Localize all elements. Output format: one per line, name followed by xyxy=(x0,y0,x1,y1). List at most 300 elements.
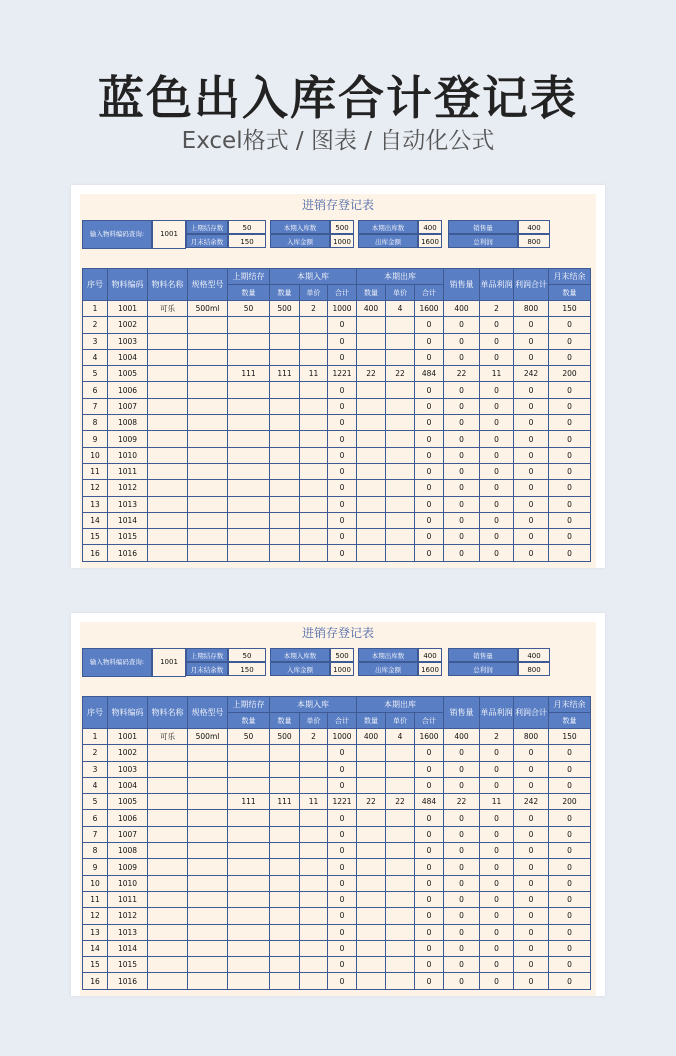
table-cell[interactable]: 0 xyxy=(328,463,357,479)
table-cell[interactable]: 5 xyxy=(83,794,108,810)
table-cell[interactable] xyxy=(270,431,300,447)
table-cell[interactable]: 0 xyxy=(444,415,480,431)
table-cell[interactable] xyxy=(386,496,415,512)
table-cell[interactable]: 0 xyxy=(415,859,444,875)
table-cell[interactable] xyxy=(148,512,188,528)
table-cell[interactable]: 0 xyxy=(549,333,591,349)
table-cell[interactable]: 3 xyxy=(83,333,108,349)
table-cell[interactable]: 16 xyxy=(83,973,108,989)
table-cell[interactable] xyxy=(270,398,300,414)
table-cell[interactable] xyxy=(270,415,300,431)
table-cell[interactable]: 0 xyxy=(549,973,591,989)
table-cell[interactable]: 15 xyxy=(83,957,108,973)
table-cell[interactable] xyxy=(148,761,188,777)
table-cell[interactable]: 1012 xyxy=(108,908,148,924)
table-cell[interactable]: 0 xyxy=(444,463,480,479)
table-cell[interactable]: 0 xyxy=(480,777,514,793)
table-cell[interactable] xyxy=(148,973,188,989)
table-cell[interactable]: 0 xyxy=(328,415,357,431)
table-cell[interactable]: 14 xyxy=(83,512,108,528)
table-cell[interactable] xyxy=(148,447,188,463)
table-cell[interactable]: 0 xyxy=(480,415,514,431)
table-cell[interactable] xyxy=(357,810,386,826)
table-cell[interactable] xyxy=(188,957,228,973)
table-cell[interactable]: 1010 xyxy=(108,447,148,463)
table-cell[interactable]: 111 xyxy=(270,794,300,810)
table-cell[interactable]: 0 xyxy=(328,875,357,891)
table-cell[interactable]: 0 xyxy=(480,447,514,463)
table-cell[interactable]: 0 xyxy=(444,382,480,398)
table-cell[interactable] xyxy=(148,745,188,761)
table-cell[interactable]: 0 xyxy=(549,317,591,333)
table-cell[interactable]: 0 xyxy=(549,512,591,528)
table-cell[interactable]: 111 xyxy=(270,366,300,382)
table-cell[interactable]: 0 xyxy=(514,333,549,349)
table-cell[interactable]: 0 xyxy=(444,875,480,891)
table-cell[interactable]: 1003 xyxy=(108,761,148,777)
table-cell[interactable]: 0 xyxy=(444,545,480,561)
table-cell[interactable]: 4 xyxy=(83,349,108,365)
table-cell[interactable]: 0 xyxy=(480,875,514,891)
table-cell[interactable] xyxy=(148,463,188,479)
table-cell[interactable] xyxy=(188,415,228,431)
table-cell[interactable]: 22 xyxy=(444,366,480,382)
table-cell[interactable]: 1015 xyxy=(108,529,148,545)
table-cell[interactable]: 0 xyxy=(328,529,357,545)
table-cell[interactable]: 可乐 xyxy=(148,729,188,745)
table-cell[interactable]: 0 xyxy=(415,529,444,545)
table-cell[interactable] xyxy=(188,875,228,891)
table-cell[interactable]: 0 xyxy=(415,908,444,924)
table-cell[interactable] xyxy=(148,957,188,973)
table-cell[interactable] xyxy=(270,480,300,496)
table-cell[interactable] xyxy=(300,924,328,940)
table-cell[interactable]: 1600 xyxy=(415,301,444,317)
table-cell[interactable] xyxy=(357,973,386,989)
table-cell[interactable] xyxy=(357,875,386,891)
table-cell[interactable] xyxy=(357,512,386,528)
table-cell[interactable] xyxy=(357,463,386,479)
table-cell[interactable] xyxy=(357,843,386,859)
table-cell[interactable] xyxy=(228,333,270,349)
table-cell[interactable] xyxy=(148,431,188,447)
table-cell[interactable]: 0 xyxy=(480,940,514,956)
table-cell[interactable]: 11 xyxy=(480,794,514,810)
table-cell[interactable] xyxy=(228,924,270,940)
table-cell[interactable]: 0 xyxy=(328,940,357,956)
table-cell[interactable] xyxy=(386,447,415,463)
table-cell[interactable]: 1600 xyxy=(415,729,444,745)
table-cell[interactable]: 0 xyxy=(480,891,514,907)
table-cell[interactable] xyxy=(228,431,270,447)
table-cell[interactable]: 0 xyxy=(444,480,480,496)
table-cell[interactable]: 0 xyxy=(549,745,591,761)
table-cell[interactable] xyxy=(148,826,188,842)
table-cell[interactable] xyxy=(188,366,228,382)
table-cell[interactable]: 1006 xyxy=(108,810,148,826)
table-cell[interactable] xyxy=(357,826,386,842)
table-cell[interactable]: 0 xyxy=(514,317,549,333)
table-cell[interactable]: 1011 xyxy=(108,891,148,907)
table-cell[interactable]: 0 xyxy=(328,512,357,528)
table-cell[interactable] xyxy=(386,349,415,365)
table-cell[interactable] xyxy=(300,875,328,891)
table-cell[interactable]: 0 xyxy=(328,826,357,842)
table-cell[interactable] xyxy=(357,349,386,365)
table-cell[interactable] xyxy=(270,512,300,528)
table-cell[interactable]: 4 xyxy=(386,301,415,317)
table-cell[interactable]: 400 xyxy=(444,301,480,317)
table-cell[interactable]: 0 xyxy=(480,382,514,398)
table-cell[interactable]: 13 xyxy=(83,496,108,512)
table-cell[interactable] xyxy=(228,529,270,545)
table-cell[interactable]: 0 xyxy=(328,777,357,793)
table-cell[interactable] xyxy=(300,398,328,414)
table-cell[interactable]: 0 xyxy=(415,973,444,989)
table-cell[interactable] xyxy=(188,891,228,907)
table-cell[interactable]: 0 xyxy=(444,891,480,907)
table-cell[interactable]: 10 xyxy=(83,875,108,891)
table-cell[interactable] xyxy=(148,810,188,826)
table-cell[interactable]: 1003 xyxy=(108,333,148,349)
table-cell[interactable]: 0 xyxy=(480,480,514,496)
table-cell[interactable]: 2 xyxy=(83,745,108,761)
table-cell[interactable] xyxy=(188,480,228,496)
table-cell[interactable]: 0 xyxy=(480,826,514,842)
table-cell[interactable]: 22 xyxy=(357,794,386,810)
table-cell[interactable]: 2 xyxy=(480,729,514,745)
table-cell[interactable]: 1011 xyxy=(108,463,148,479)
table-cell[interactable]: 0 xyxy=(549,431,591,447)
table-cell[interactable]: 0 xyxy=(444,810,480,826)
table-cell[interactable]: 1012 xyxy=(108,480,148,496)
table-cell[interactable]: 0 xyxy=(480,431,514,447)
table-cell[interactable]: 1005 xyxy=(108,794,148,810)
table-cell[interactable] xyxy=(386,777,415,793)
table-cell[interactable] xyxy=(357,859,386,875)
table-cell[interactable] xyxy=(270,940,300,956)
table-cell[interactable]: 13 xyxy=(83,924,108,940)
table-cell[interactable]: 0 xyxy=(514,529,549,545)
table-cell[interactable]: 0 xyxy=(415,875,444,891)
table-cell[interactable] xyxy=(270,973,300,989)
table-cell[interactable]: 242 xyxy=(514,366,549,382)
table-cell[interactable]: 2 xyxy=(480,301,514,317)
table-cell[interactable]: 6 xyxy=(83,382,108,398)
table-cell[interactable] xyxy=(148,480,188,496)
table-cell[interactable] xyxy=(357,317,386,333)
table-cell[interactable] xyxy=(357,496,386,512)
table-cell[interactable]: 0 xyxy=(514,431,549,447)
table-cell[interactable] xyxy=(270,810,300,826)
table-cell[interactable] xyxy=(300,529,328,545)
table-cell[interactable]: 0 xyxy=(514,859,549,875)
table-cell[interactable]: 1002 xyxy=(108,317,148,333)
table-cell[interactable]: 0 xyxy=(480,957,514,973)
table-cell[interactable] xyxy=(188,973,228,989)
table-cell[interactable] xyxy=(148,415,188,431)
table-cell[interactable]: 0 xyxy=(415,761,444,777)
table-cell[interactable]: 0 xyxy=(514,924,549,940)
table-cell[interactable]: 1013 xyxy=(108,924,148,940)
table-cell[interactable]: 5 xyxy=(83,366,108,382)
table-cell[interactable] xyxy=(228,761,270,777)
table-cell[interactable]: 2 xyxy=(83,317,108,333)
table-cell[interactable]: 0 xyxy=(415,843,444,859)
table-cell[interactable]: 0 xyxy=(328,431,357,447)
table-cell[interactable]: 11 xyxy=(480,366,514,382)
table-cell[interactable]: 0 xyxy=(514,957,549,973)
table-cell[interactable]: 0 xyxy=(328,447,357,463)
table-cell[interactable]: 0 xyxy=(328,843,357,859)
table-cell[interactable] xyxy=(386,940,415,956)
table-cell[interactable] xyxy=(148,317,188,333)
table-cell[interactable]: 0 xyxy=(444,745,480,761)
table-cell[interactable]: 0 xyxy=(514,810,549,826)
table-cell[interactable]: 1005 xyxy=(108,366,148,382)
table-cell[interactable]: 22 xyxy=(357,366,386,382)
table-cell[interactable] xyxy=(188,843,228,859)
table-cell[interactable] xyxy=(270,843,300,859)
table-cell[interactable]: 0 xyxy=(549,480,591,496)
table-cell[interactable]: 0 xyxy=(444,398,480,414)
table-cell[interactable]: 0 xyxy=(514,382,549,398)
table-cell[interactable]: 22 xyxy=(386,794,415,810)
table-cell[interactable] xyxy=(300,349,328,365)
table-cell[interactable]: 15 xyxy=(83,529,108,545)
table-cell[interactable] xyxy=(357,545,386,561)
table-cell[interactable]: 4 xyxy=(386,729,415,745)
table-cell[interactable]: 0 xyxy=(480,349,514,365)
table-cell[interactable]: 0 xyxy=(480,545,514,561)
table-cell[interactable]: 1007 xyxy=(108,398,148,414)
table-cell[interactable]: 12 xyxy=(83,480,108,496)
table-cell[interactable] xyxy=(228,957,270,973)
table-cell[interactable]: 22 xyxy=(386,366,415,382)
table-cell[interactable]: 0 xyxy=(415,891,444,907)
table-cell[interactable] xyxy=(188,545,228,561)
table-cell[interactable] xyxy=(357,529,386,545)
table-cell[interactable]: 242 xyxy=(514,794,549,810)
table-cell[interactable]: 0 xyxy=(444,908,480,924)
table-cell[interactable]: 11 xyxy=(300,794,328,810)
table-cell[interactable]: 0 xyxy=(415,333,444,349)
table-cell[interactable]: 0 xyxy=(549,415,591,431)
table-cell[interactable]: 0 xyxy=(328,810,357,826)
table-cell[interactable] xyxy=(188,810,228,826)
table-cell[interactable]: 1016 xyxy=(108,545,148,561)
table-cell[interactable] xyxy=(300,496,328,512)
table-cell[interactable]: 1009 xyxy=(108,859,148,875)
table-cell[interactable] xyxy=(300,777,328,793)
table-cell[interactable] xyxy=(386,415,415,431)
table-cell[interactable]: 0 xyxy=(444,317,480,333)
table-cell[interactable]: 0 xyxy=(514,463,549,479)
table-cell[interactable] xyxy=(386,431,415,447)
table-cell[interactable] xyxy=(386,761,415,777)
table-cell[interactable]: 0 xyxy=(328,745,357,761)
table-cell[interactable] xyxy=(228,349,270,365)
table-cell[interactable] xyxy=(386,810,415,826)
table-cell[interactable]: 200 xyxy=(549,794,591,810)
table-cell[interactable] xyxy=(300,745,328,761)
table-cell[interactable]: 0 xyxy=(415,382,444,398)
table-cell[interactable] xyxy=(300,431,328,447)
table-cell[interactable] xyxy=(300,512,328,528)
table-cell[interactable]: 8 xyxy=(83,415,108,431)
table-cell[interactable] xyxy=(300,333,328,349)
table-cell[interactable] xyxy=(188,463,228,479)
table-cell[interactable]: 0 xyxy=(444,761,480,777)
table-cell[interactable]: 0 xyxy=(549,496,591,512)
table-cell[interactable] xyxy=(300,891,328,907)
table-cell[interactable] xyxy=(386,826,415,842)
table-cell[interactable] xyxy=(386,512,415,528)
table-cell[interactable] xyxy=(188,908,228,924)
table-cell[interactable] xyxy=(148,891,188,907)
table-cell[interactable]: 0 xyxy=(444,843,480,859)
table-cell[interactable] xyxy=(148,859,188,875)
table-cell[interactable] xyxy=(148,545,188,561)
table-cell[interactable] xyxy=(386,859,415,875)
table-cell[interactable]: 2 xyxy=(300,301,328,317)
table-cell[interactable] xyxy=(228,859,270,875)
table-cell[interactable]: 11 xyxy=(83,463,108,479)
table-cell[interactable] xyxy=(300,317,328,333)
table-cell[interactable] xyxy=(270,924,300,940)
table-cell[interactable] xyxy=(228,317,270,333)
table-cell[interactable]: 0 xyxy=(514,512,549,528)
table-cell[interactable] xyxy=(270,349,300,365)
table-cell[interactable]: 0 xyxy=(549,891,591,907)
table-cell[interactable] xyxy=(270,745,300,761)
table-cell[interactable] xyxy=(228,973,270,989)
table-cell[interactable]: 50 xyxy=(228,729,270,745)
table-cell[interactable] xyxy=(357,891,386,907)
table-cell[interactable]: 0 xyxy=(444,496,480,512)
table-cell[interactable]: 0 xyxy=(480,973,514,989)
table-cell[interactable] xyxy=(188,382,228,398)
table-cell[interactable] xyxy=(357,777,386,793)
table-cell[interactable]: 0 xyxy=(480,908,514,924)
table-cell[interactable] xyxy=(386,973,415,989)
table-cell[interactable] xyxy=(188,745,228,761)
table-cell[interactable]: 0 xyxy=(328,317,357,333)
table-cell[interactable]: 0 xyxy=(549,908,591,924)
table-cell[interactable]: 14 xyxy=(83,940,108,956)
table-cell[interactable] xyxy=(270,826,300,842)
table-cell[interactable]: 0 xyxy=(480,512,514,528)
table-cell[interactable]: 0 xyxy=(415,810,444,826)
table-cell[interactable] xyxy=(386,891,415,907)
table-cell[interactable]: 1010 xyxy=(108,875,148,891)
table-cell[interactable] xyxy=(228,398,270,414)
table-cell[interactable]: 0 xyxy=(549,875,591,891)
table-cell[interactable]: 0 xyxy=(415,940,444,956)
table-cell[interactable]: 0 xyxy=(328,859,357,875)
table-cell[interactable]: 0 xyxy=(549,463,591,479)
table-cell[interactable] xyxy=(188,529,228,545)
table-cell[interactable]: 0 xyxy=(328,382,357,398)
table-cell[interactable] xyxy=(300,957,328,973)
table-cell[interactable]: 0 xyxy=(549,447,591,463)
table-cell[interactable]: 0 xyxy=(415,447,444,463)
table-cell[interactable]: 16 xyxy=(83,545,108,561)
table-cell[interactable] xyxy=(148,924,188,940)
table-cell[interactable]: 111 xyxy=(228,794,270,810)
table-cell[interactable]: 150 xyxy=(549,301,591,317)
table-cell[interactable]: 0 xyxy=(415,463,444,479)
table-cell[interactable]: 0 xyxy=(514,973,549,989)
table-cell[interactable]: 0 xyxy=(514,545,549,561)
table-cell[interactable]: 0 xyxy=(415,349,444,365)
table-cell[interactable]: 0 xyxy=(444,924,480,940)
table-cell[interactable] xyxy=(386,908,415,924)
table-cell[interactable] xyxy=(228,810,270,826)
table-cell[interactable]: 0 xyxy=(415,777,444,793)
table-cell[interactable]: 2 xyxy=(300,729,328,745)
table-cell[interactable] xyxy=(300,545,328,561)
table-cell[interactable]: 0 xyxy=(480,745,514,761)
table-cell[interactable]: 0 xyxy=(415,496,444,512)
table-cell[interactable] xyxy=(357,415,386,431)
table-cell[interactable]: 1016 xyxy=(108,973,148,989)
table-cell[interactable] xyxy=(270,382,300,398)
table-cell[interactable]: 0 xyxy=(328,398,357,414)
table-cell[interactable]: 200 xyxy=(549,366,591,382)
table-cell[interactable] xyxy=(300,447,328,463)
table-cell[interactable] xyxy=(270,317,300,333)
query-input[interactable]: 1001 xyxy=(152,220,186,249)
table-cell[interactable] xyxy=(357,333,386,349)
table-cell[interactable]: 1000 xyxy=(328,301,357,317)
table-cell[interactable]: 0 xyxy=(514,843,549,859)
table-cell[interactable] xyxy=(357,761,386,777)
table-cell[interactable]: 0 xyxy=(444,957,480,973)
table-cell[interactable]: 0 xyxy=(549,382,591,398)
table-cell[interactable]: 50 xyxy=(228,301,270,317)
table-cell[interactable]: 0 xyxy=(549,545,591,561)
table-cell[interactable]: 0 xyxy=(480,333,514,349)
table-cell[interactable]: 0 xyxy=(444,826,480,842)
table-cell[interactable]: 0 xyxy=(514,891,549,907)
table-cell[interactable]: 1221 xyxy=(328,366,357,382)
table-cell[interactable]: 0 xyxy=(328,545,357,561)
table-cell[interactable]: 1014 xyxy=(108,940,148,956)
table-cell[interactable] xyxy=(148,496,188,512)
table-cell[interactable] xyxy=(148,843,188,859)
table-cell[interactable]: 7 xyxy=(83,398,108,414)
table-cell[interactable]: 800 xyxy=(514,729,549,745)
table-cell[interactable]: 7 xyxy=(83,826,108,842)
table-cell[interactable]: 0 xyxy=(480,398,514,414)
table-cell[interactable]: 1004 xyxy=(108,349,148,365)
table-cell[interactable]: 0 xyxy=(444,349,480,365)
table-cell[interactable]: 0 xyxy=(549,398,591,414)
table-cell[interactable]: 0 xyxy=(444,529,480,545)
table-cell[interactable] xyxy=(300,810,328,826)
table-cell[interactable] xyxy=(228,826,270,842)
table-cell[interactable]: 1006 xyxy=(108,382,148,398)
table-cell[interactable]: 0 xyxy=(480,810,514,826)
table-cell[interactable]: 500ml xyxy=(188,729,228,745)
table-cell[interactable]: 0 xyxy=(514,480,549,496)
table-cell[interactable]: 0 xyxy=(549,529,591,545)
table-cell[interactable] xyxy=(148,349,188,365)
table-cell[interactable] xyxy=(188,761,228,777)
table-cell[interactable] xyxy=(228,891,270,907)
table-cell[interactable]: 4 xyxy=(83,777,108,793)
